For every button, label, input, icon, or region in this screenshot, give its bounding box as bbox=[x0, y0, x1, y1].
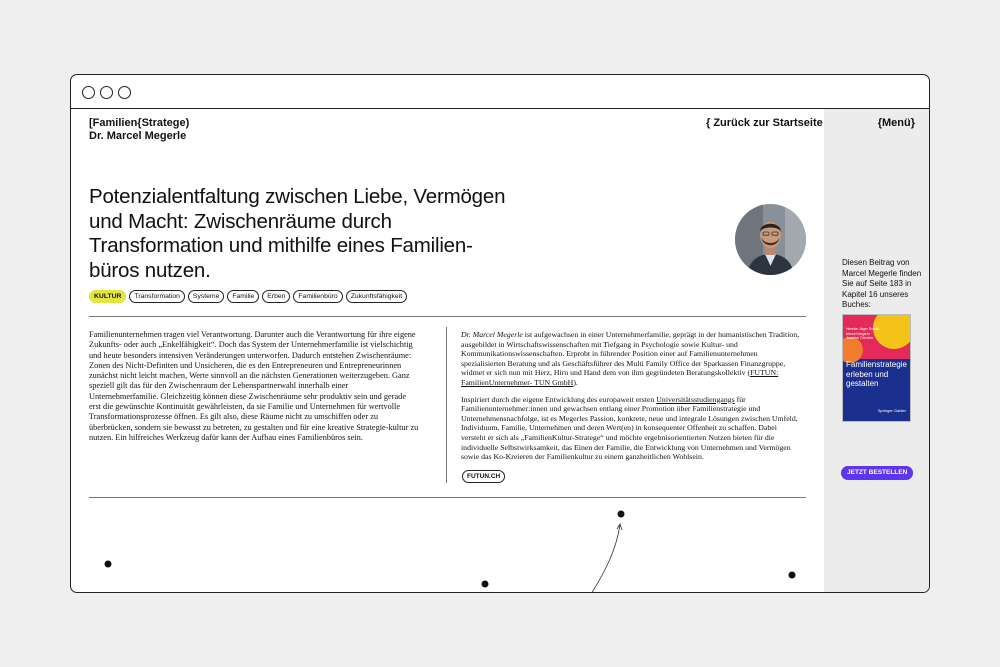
tag-kultur[interactable]: KULTUR bbox=[89, 290, 126, 303]
article-intro: Familienunternehmen tragen viel Verantwortung. Darunter auch die Verantwortung für ihre eigene Zukunfts- oder auch „Enkelfähigkeit“. Doch das System der Unternehmerfamilie ist vielschichtig und heute besonders intensiven Veränderungen unterworfen. Dadurch entstehen Zwischenräume: Zonen des Nicht-Definiten und Unsicheren, die es den Entrepreneuren und Entrepreneurinnen zunächst nicht leicht machen, Werte sinnvoll an die nächsten Generationen weiterzugeben. Ganz speziell gilt das für den Zwischenraum der Lebenspartnerwahl innerhalb einer Unternehmerfamilie. Gleichzeitig können diese Zwischenräume sehr produktiv sein und gerade erst die gewünschte Kontinuität gewährleisten, da sie Familie und Unternehmen für wertvolle Transformationsprozesse öffnen. Es gilt also, diese Räume nicht zu umschiffen oder zu überbrücken, sondern sie bewusst zu betreten, zu gestalten und für eine kreative Strategie-kultur zu nutzen. Ein hilfreiches Werkzeug dafür kann der Aufbau eines Familienbüros sein. bbox=[89, 330, 419, 442]
brand-author: Dr. Marcel Megerle bbox=[89, 130, 187, 142]
book-authors: Henrike Jäger Rudolf · Marcel Megerle · Joachim Ohmeier bbox=[846, 327, 882, 340]
order-now-button[interactable]: JETZT BESTELLEN bbox=[841, 466, 913, 480]
book-promo-text: Diesen Beitrag von Marcel Megerle finden Sie auf Seite 183 in Kapitel 16 unseres Buches: bbox=[842, 258, 922, 309]
tag-erben[interactable]: Erben bbox=[262, 290, 290, 303]
back-to-home-link[interactable]: { Zurück zur Startseite bbox=[706, 117, 823, 129]
bio-p1-text: ist aufgewachsen in einer Unternehmerfamilie, geprägt in der humanistischen Tradition, ausgebildet in Wirtschaftswissenschaften mit Tiefgang in Psychologie sowie Kultur- und Kommunikationswissenschaften. Erprobt in führender Position einer auf Familienunternehmen spezialisierten Beratung und als Geschäftsführer des Multi Family Office der Sparkassen Finanzgruppe, widmet er sich nun mit Herz, Hirn und Hand dem von ihm gegründeten Beratungskollektiv ( bbox=[461, 330, 800, 378]
menu-button[interactable]: {Menü} bbox=[877, 117, 915, 129]
browser-window bbox=[70, 74, 930, 593]
deco-dot bbox=[618, 511, 625, 518]
brand-title: [Familien{Stratege) bbox=[89, 117, 190, 129]
bio-p1-end: ). bbox=[573, 377, 578, 387]
tag-familienbuero[interactable]: Familienbüro bbox=[293, 290, 342, 303]
tag-zukunftsfaehigkeit[interactable]: Zukunftsfähigkeit bbox=[346, 290, 407, 303]
book-title: Familienstrategie erleben und gestalten bbox=[846, 360, 907, 388]
bio-author-name: Dr. Marcel Megerle bbox=[461, 330, 523, 339]
tag-familie[interactable]: Familie bbox=[227, 290, 259, 303]
book-cover[interactable] bbox=[842, 314, 911, 422]
deco-dot bbox=[105, 561, 112, 568]
futun-website-button[interactable]: FUTUN.CH bbox=[462, 470, 505, 483]
bio-p2-start: Inspiriert durch die eigene Entwicklung des europaweit ersten bbox=[461, 394, 657, 404]
university-program-link[interactable]: Universitätsstudiengangs bbox=[656, 394, 735, 404]
book-publisher: Springer Gabler bbox=[877, 408, 906, 413]
tag-systeme[interactable]: Systeme bbox=[188, 290, 224, 303]
deco-dot bbox=[482, 581, 489, 588]
deco-dot bbox=[789, 572, 796, 579]
futun-company-link[interactable]: FUTUN: FamilienUnternehmer- TUN GmbH bbox=[461, 368, 779, 387]
decorative-dots bbox=[71, 75, 824, 593]
tag-transformation[interactable]: Transformation bbox=[129, 290, 184, 303]
sidebar bbox=[824, 109, 930, 593]
article-headline: Potenzialentfaltung zwischen Liebe, Vermögen und Macht: Zwischenräume durch Transformation und mithilfe eines Familien-büros nutzen. bbox=[89, 185, 506, 282]
bio-p2-text: für Familienunternehmer:innen und gewachsen entlang einer Promotion über Familienstrategie und Unternehmensnachfolge, ist es Megerles Passion, konkrete, neue und integrale Lösungen zwischen Umfeld, Individuum, Familie, Unternehmen und deren Wert(en) in konsequenter Offenheit zu schaffen. Dabei versteht er sich als „FamilienKultur-Stratege“ und möchte ergebnisorientierten Nutzen bieten für die individuelle Selbstwirksamkeit, das Einen der Familie, die Entwicklung von Unternehmen und Vermögen sowie das Ko-Kreieren der Familienkultur zu einem ganzheitlichen Wohlsein. bbox=[461, 394, 798, 462]
deco-arrow-line bbox=[591, 525, 620, 593]
